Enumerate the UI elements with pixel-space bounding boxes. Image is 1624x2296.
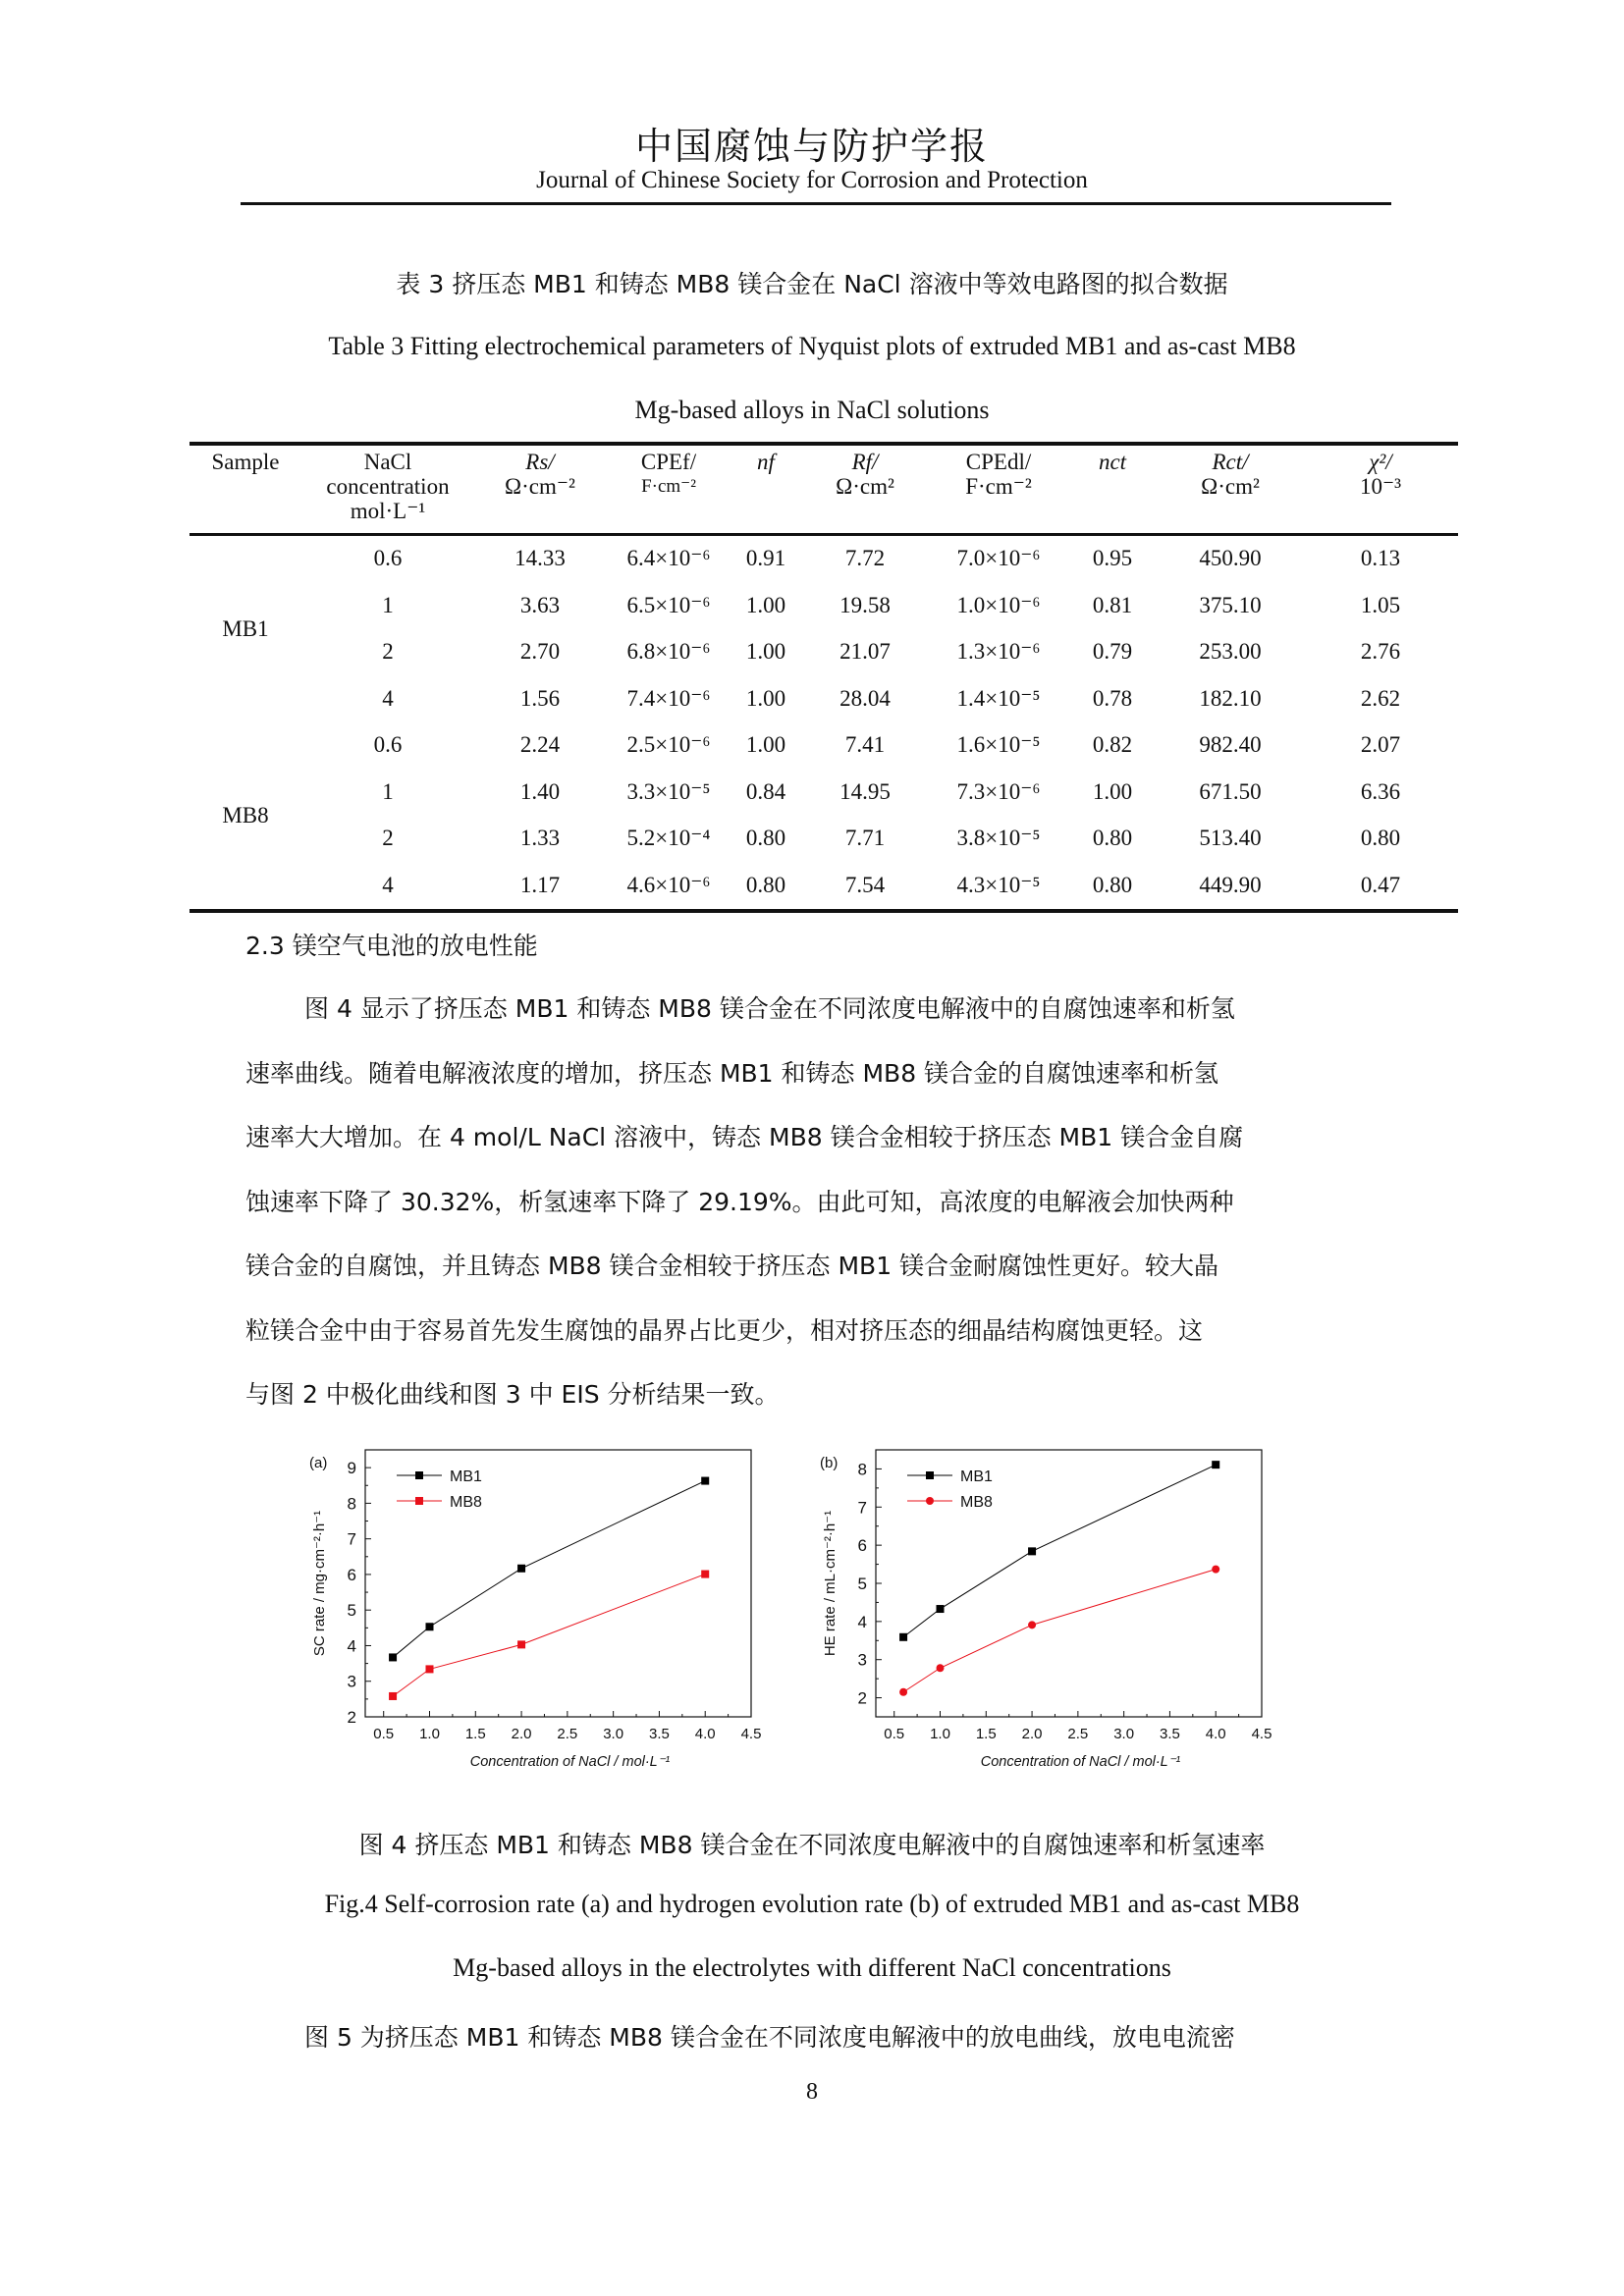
nct-cell: 0.82 [1092, 732, 1133, 758]
data-point-mb8 [1028, 1621, 1036, 1629]
x-tick-label: 3.0 [1113, 1726, 1135, 1742]
y-tick-label: 5 [347, 1601, 356, 1621]
nct-cell: 0.78 [1092, 685, 1133, 711]
nct-cell: 0.80 [1092, 826, 1133, 851]
legend-label-mb8: MB8 [960, 1494, 993, 1511]
table-row [189, 629, 1458, 676]
sample-cell: MB8 [222, 802, 269, 828]
y-tick-label: 8 [857, 1460, 867, 1479]
y-tick-label: 6 [347, 1565, 356, 1584]
journal-title-en: Journal of Chinese Society for Corrosion and Protection [536, 167, 1088, 193]
journal-title-cn: 中国腐蚀与防护学报 [634, 125, 989, 168]
header-nf: nf [757, 450, 775, 474]
header-sample: Sample [211, 450, 280, 474]
x-tick-label: 4.0 [694, 1726, 716, 1742]
header-chi2: χ²/ 10⁻³ [1359, 450, 1402, 499]
table-caption-en-1: Table 3 Fitting electrochemical parameters of Nyquist plots of extruded MB1 and as-cast MB8 [328, 332, 1296, 360]
parameters-table [189, 442, 1458, 913]
x-tick-label: 1.0 [930, 1726, 950, 1742]
cpef-cell: 4.6×10⁻⁶ [626, 872, 711, 897]
table-row [189, 675, 1458, 722]
cpef-cell: 6.5×10⁻⁶ [626, 592, 711, 617]
data-point-mb8 [701, 1571, 709, 1578]
rct-cell: 982.40 [1199, 732, 1262, 758]
data-point-mb1 [389, 1653, 397, 1661]
chart-he-rate [805, 1443, 1296, 1796]
cpedl-cell: 1.3×10⁻⁶ [956, 639, 1041, 665]
nacl-cell: 2 [382, 639, 394, 665]
data-point-mb8 [1212, 1566, 1219, 1574]
x-tick-label: 4.5 [740, 1726, 762, 1742]
header-nct: nct [1098, 450, 1127, 474]
sample-cell: MB1 [222, 615, 269, 641]
rs-cell: 14.33 [514, 546, 566, 571]
rs-cell: 3.63 [519, 592, 561, 617]
y-tick-label: 4 [347, 1636, 356, 1656]
chi2-cell: 6.36 [1360, 778, 1401, 804]
figure-caption-en-2: Mg-based alloys in the electrolytes with different NaCl concentrations [453, 1953, 1171, 1982]
cpedl-cell: 1.6×10⁻⁵ [956, 732, 1041, 758]
data-point-mb8 [389, 1692, 397, 1700]
header-nacl: NaCl concentration mol·L⁻¹ [326, 450, 450, 523]
body-paragraph [245, 977, 1394, 1427]
x-tick-label: 3.0 [603, 1726, 624, 1742]
rct-cell: 449.90 [1199, 872, 1262, 897]
cpedl-cell: 7.3×10⁻⁶ [956, 778, 1041, 804]
rf-cell: 21.07 [839, 639, 891, 665]
legend-label-mb1: MB1 [960, 1468, 993, 1485]
table-caption-en-2: Mg-based alloys in NaCl solutions [634, 396, 990, 424]
cpef-cell: 2.5×10⁻⁶ [626, 732, 711, 758]
y-tick-label: 8 [347, 1494, 356, 1514]
chi2-cell: 2.07 [1360, 732, 1401, 758]
paragraph-line: 粒镁合金中由于容易首先发生腐蚀的晶界占比更少，相对挤压态的细晶结构腐蚀更轻。这 [245, 1315, 1204, 1345]
data-point-mb8 [517, 1640, 525, 1648]
data-point-mb8 [937, 1664, 945, 1672]
y-tick-label: 2 [347, 1708, 356, 1727]
figure-caption-en-1: Fig.4 Self-corrosion rate (a) and hydrogen evolution rate (b) of extruded MB1 and as-cast MB8 [324, 1890, 1300, 1918]
rf-cell: 14.95 [839, 778, 891, 804]
x-axis-label: Concentration of NaCl / mol·L⁻¹ [469, 1754, 671, 1770]
x-axis-label: Concentration of NaCl / mol·L⁻¹ [980, 1754, 1181, 1770]
chart-b-svg [805, 1443, 1296, 1796]
nct-cell: 0.81 [1092, 592, 1133, 617]
header-rf: Rf/ Ω·cm² [836, 450, 894, 499]
chi2-cell: 0.47 [1360, 872, 1401, 897]
nf-cell: 1.00 [745, 732, 786, 758]
header-cpef: CPEf/ F·cm⁻² [640, 450, 697, 497]
nf-cell: 0.80 [745, 872, 786, 897]
rct-cell: 513.40 [1199, 826, 1262, 851]
series-line-mb1 [393, 1481, 705, 1658]
y-tick-label: 7 [857, 1498, 867, 1518]
plot-frame [876, 1450, 1262, 1717]
data-point-mb1 [937, 1605, 945, 1613]
cpef-cell: 6.4×10⁻⁶ [626, 546, 711, 571]
header-cpedl: CPEdl/ F·cm⁻² [965, 450, 1032, 499]
rf-cell: 7.54 [844, 872, 886, 897]
x-tick-label: 2.0 [1021, 1726, 1043, 1742]
x-tick-label: 1.0 [419, 1726, 440, 1742]
chi2-cell: 2.76 [1360, 639, 1401, 665]
cpef-cell: 7.4×10⁻⁶ [626, 685, 711, 711]
y-tick-label: 4 [857, 1612, 867, 1631]
nacl-cell: 2 [382, 826, 394, 851]
chart-a-svg [295, 1443, 785, 1796]
nct-cell: 0.95 [1092, 546, 1133, 571]
y-tick-label: 5 [857, 1575, 867, 1593]
panel-label: (b) [820, 1455, 839, 1471]
header-rct: Rct/ Ω·cm² [1201, 450, 1260, 499]
rf-cell: 28.04 [839, 685, 891, 711]
paragraph-line: 镁合金的自腐蚀，并且铸态 MB8 镁合金相较于挤压态 MB1 镁合金耐腐蚀性更好。较大晶 [245, 1252, 1219, 1280]
data-point-mb1 [1212, 1461, 1219, 1468]
nct-cell: 0.79 [1092, 639, 1133, 665]
y-tick-label: 3 [857, 1650, 867, 1670]
nacl-cell: 1 [382, 778, 394, 804]
x-tick-label: 3.5 [648, 1726, 670, 1742]
y-axis-label: SC rate / mg·cm⁻²·h⁻¹ [311, 1510, 328, 1657]
rf-cell: 7.72 [844, 546, 886, 571]
next-paragraph: 图 5 为挤压态 MB1 和铸态 MB8 镁合金在不同浓度电解液中的放电曲线，放电电流密 [304, 2023, 1235, 2052]
x-tick-label: 2.0 [511, 1726, 532, 1742]
x-tick-label: 1.5 [975, 1726, 997, 1742]
y-tick-label: 9 [347, 1459, 356, 1478]
nacl-cell: 0.6 [373, 546, 403, 571]
nf-cell: 1.00 [745, 685, 786, 711]
table-caption-cn: 表 3 挤压态 MB1 和铸态 MB8 镁合金在 NaCl 溶液中等效电路图的拟合数据 [396, 270, 1228, 298]
table-row [189, 816, 1458, 863]
y-tick-label: 3 [347, 1672, 356, 1691]
cpedl-cell: 3.8×10⁻⁵ [956, 826, 1041, 851]
y-tick-label: 6 [857, 1536, 867, 1556]
rct-cell: 671.50 [1199, 778, 1262, 804]
x-tick-label: 3.5 [1159, 1726, 1180, 1742]
data-point-mb1 [899, 1633, 907, 1641]
nacl-cell: 0.6 [373, 732, 403, 758]
cpedl-cell: 1.4×10⁻⁵ [956, 685, 1041, 711]
table-row [189, 582, 1458, 629]
paragraph-line: 与图 2 中极化曲线和图 3 中 EIS 分析结果一致。 [245, 1380, 780, 1409]
table-row [189, 862, 1458, 911]
legend-label-mb1: MB1 [450, 1468, 482, 1485]
paragraph-line: 速率曲线。随着电解液浓度的增加，挤压态 MB1 和铸态 MB8 镁合金的自腐蚀速率和析氢 [245, 1058, 1219, 1088]
x-tick-label: 1.5 [464, 1726, 486, 1742]
nct-cell: 1.00 [1092, 778, 1133, 804]
table-row [189, 722, 1458, 770]
x-tick-label: 2.5 [1067, 1726, 1089, 1742]
header-rule [241, 202, 1391, 205]
cpef-cell: 5.2×10⁻⁴ [626, 826, 711, 851]
cpedl-cell: 7.0×10⁻⁶ [956, 546, 1041, 571]
chart-sc-rate [295, 1443, 785, 1796]
table-row [189, 769, 1458, 816]
series-line-mb8 [393, 1575, 705, 1696]
legend-label-mb8: MB8 [450, 1494, 482, 1511]
nf-cell: 0.80 [745, 826, 786, 851]
nf-cell: 1.00 [745, 592, 786, 617]
legend-marker-mb1 [926, 1471, 934, 1479]
x-tick-label: 4.5 [1251, 1726, 1272, 1742]
cpedl-cell: 1.0×10⁻⁶ [956, 592, 1041, 617]
table-body [189, 534, 1458, 911]
nacl-cell: 4 [382, 685, 394, 711]
plot-frame [365, 1450, 751, 1717]
data-point-mb1 [1028, 1547, 1036, 1555]
rs-cell: 2.24 [519, 732, 561, 758]
rf-cell: 7.41 [844, 732, 886, 758]
x-tick-label: 0.5 [884, 1726, 905, 1742]
x-tick-label: 4.0 [1205, 1726, 1226, 1742]
legend-marker-mb1 [415, 1471, 423, 1479]
x-tick-label: 2.5 [557, 1726, 578, 1742]
nacl-cell: 4 [382, 872, 394, 897]
rs-cell: 1.33 [519, 826, 561, 851]
legend-marker-mb8 [926, 1497, 934, 1505]
cpedl-cell: 4.3×10⁻⁵ [956, 872, 1041, 897]
paragraph-line: 图 4 显示了挤压态 MB1 和铸态 MB8 镁合金在不同浓度电解液中的自腐蚀速率和析氢 [304, 994, 1235, 1023]
nf-cell: 1.00 [745, 639, 786, 665]
rf-cell: 19.58 [839, 592, 891, 617]
cpef-cell: 6.8×10⁻⁶ [626, 639, 711, 665]
data-point-mb8 [426, 1665, 434, 1673]
rf-cell: 7.71 [844, 826, 886, 851]
rs-cell: 1.40 [519, 778, 561, 804]
rs-cell: 1.56 [519, 685, 561, 711]
panel-label: (a) [309, 1455, 328, 1471]
nf-cell: 0.91 [745, 546, 786, 571]
nct-cell: 0.80 [1092, 872, 1133, 897]
y-axis-label: HE rate / mL·cm⁻²·h⁻¹ [822, 1510, 839, 1657]
rct-cell: 253.00 [1199, 639, 1262, 665]
page-number: 8 [806, 2079, 818, 2105]
figure-caption-cn: 图 4 挤压态 MB1 和铸态 MB8 镁合金在不同浓度电解液中的自腐蚀速率和析氢速率 [358, 1831, 1266, 1859]
data-point-mb1 [426, 1623, 434, 1630]
x-tick-label: 0.5 [373, 1726, 395, 1742]
cpef-cell: 3.3×10⁻⁵ [626, 778, 711, 804]
data-point-mb1 [701, 1477, 709, 1485]
rs-cell: 1.17 [519, 872, 561, 897]
data-point-mb8 [899, 1688, 907, 1696]
chi2-cell: 1.05 [1360, 592, 1401, 617]
y-tick-label: 2 [857, 1688, 867, 1708]
series-line-mb1 [903, 1465, 1216, 1637]
rct-cell: 450.90 [1199, 546, 1262, 571]
nacl-cell: 1 [382, 592, 394, 617]
chi2-cell: 0.13 [1360, 546, 1401, 571]
rct-cell: 375.10 [1199, 592, 1262, 617]
chi2-cell: 2.62 [1360, 685, 1401, 711]
table-row [189, 534, 1458, 582]
nf-cell: 0.84 [745, 778, 786, 804]
rs-cell: 2.70 [519, 639, 561, 665]
rct-cell: 182.10 [1199, 685, 1262, 711]
legend-marker-mb8 [415, 1497, 423, 1505]
section-title: 2.3 镁空气电池的放电性能 [245, 932, 538, 960]
data-point-mb1 [517, 1565, 525, 1573]
paragraph-line: 蚀速率下降了 30.32%，析氢速率下降了 29.19%。由此可知，高浓度的电解液会加快两种 [245, 1187, 1234, 1216]
paragraph-line: 速率大大增加。在 4 mol/L NaCl 溶液中，铸态 MB8 镁合金相较于挤压态 MB1 镁合金自腐 [245, 1123, 1244, 1151]
series-line-mb8 [903, 1570, 1216, 1692]
y-tick-label: 7 [347, 1529, 356, 1549]
header-rs: Rs/ Ω·cm⁻² [505, 450, 575, 499]
chi2-cell: 0.80 [1360, 826, 1401, 851]
table-header [189, 444, 1458, 534]
